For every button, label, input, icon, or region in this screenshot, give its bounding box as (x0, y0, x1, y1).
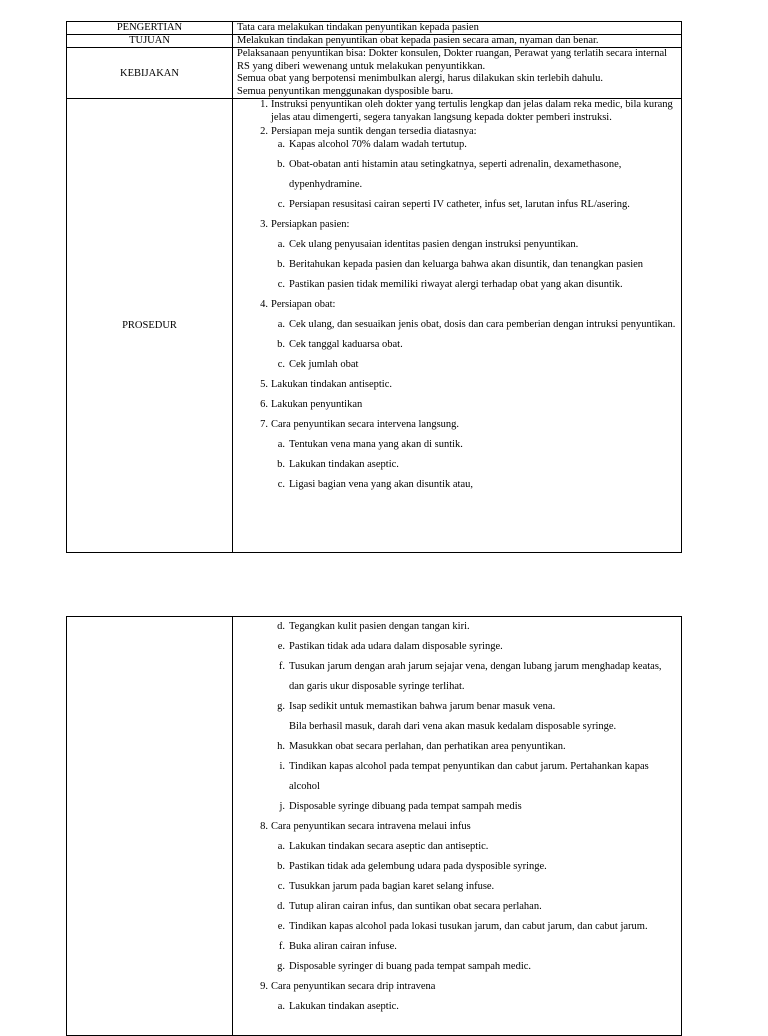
label-tujuan: TUJUAN (67, 35, 233, 48)
text-tujuan: Melakukan tindakan penyuntikan obat kepada pasien secara aman, nyaman dan benar. (233, 35, 682, 48)
step-9-sublist (271, 997, 677, 1017)
step-8: 8. Cara penyuntikan secara intravena melaui infus a. Lakukan tindakan secara aseptic dan antiseptic. b. Pastikan tidak ada gelembung udara pada dysposible syringe. c. Tusukkan jarum pada bagian karet selang infuse. d. Tutup aliran cairan infus, dan suntikan obat secara perlahan. e. Tindikan kapas alcohol pada lokasi tusukan jarum, dan cabut jarum, dan cabut jarum. f. Buka aliran cairan infuse. g. Disposable syringer di buang pada tempat sampah medic. (271, 817, 677, 977)
row-pengertian (67, 22, 682, 35)
step-4c: c. Cek jumlah obat (277, 359, 359, 370)
label-empty (67, 617, 233, 1036)
step-7d: d. Tegangkan kulit pasien dengan tangan kiri. (277, 621, 470, 632)
step-2-sublist (271, 139, 677, 216)
step-2b: b. Obat-obatan anti histamin atau setingkatnya, seperti adrenalin, dexamethasone, dypenhydramine. (277, 159, 622, 190)
label-prosedur: PROSEDUR (67, 99, 233, 553)
step-7c: c. Ligasi bagian vena yang akan disuntik atau, (277, 479, 473, 490)
step-8a: a. Lakukan tindakan secara aseptic dan antiseptic. (277, 841, 489, 852)
step-4-sublist (271, 315, 677, 375)
sop-table-page-2 (66, 616, 682, 1036)
step-8b: b. Pastikan tidak ada gelembung udara pada dysposible syringe. (277, 861, 547, 872)
step-8d: d. Tutup aliran cairan infus, dan suntikan obat secara perlahan. (277, 901, 542, 912)
row-prosedur-continued (67, 617, 682, 1036)
sop-table-page-1 (66, 21, 682, 553)
step-4b: b. Cek tanggal kaduarsa obat. (277, 339, 403, 350)
step-7a: a. Tentukan vena mana yang akan di suntik. (277, 439, 463, 450)
step-7-continued (271, 617, 677, 817)
step-7-sublist-continued (271, 617, 677, 817)
step-7b: b. Lakukan tindakan aseptic. (277, 459, 399, 470)
step-8c: c. Tusukkan jarum pada bagian karet selang infuse. (277, 881, 495, 892)
procedure-list (237, 99, 677, 495)
step-3a: a. Cek ulang penyusaian identitas pasien dengan instruksi penyuntikan. (277, 239, 579, 250)
step-8-sublist (271, 837, 677, 977)
kebijakan-line: Semua obat yang berpotensi menimbulkan alergi, harus dilakukan skin terlebih dahulu. (237, 73, 604, 84)
step-2a: a. Kapas alcohol 70% dalam wadah tertutup. (277, 138, 467, 150)
step-8g: g. Disposable syringer di buang pada tempat sampah medic. (277, 961, 532, 972)
step-7e: e. Pastikan tidak ada udara dalam disposable syringe. (277, 641, 503, 652)
row-kebijakan (67, 48, 682, 99)
step-8f: f. Buka aliran cairan infuse. (278, 941, 397, 952)
prosedur-steps-page-2 (233, 617, 682, 1036)
kebijakan-line: Semua penyuntikan menggunakan dysposible baru. (237, 85, 454, 97)
step-4a: a. Cek ulang, dan sesuaikan jenis obat, dosis dan cara pemberian dengan intruksi penyuntikan. (277, 319, 676, 330)
step-3: 3. Persiapkan pasien: a. Cek ulang penyusaian identitas pasien dengan instruksi penyuntikan. b. Beritahukan kepada pasien dan keluarga bahwa akan disuntik, dan tenangkan pasien c. Pastikan pasien tidak memiliki riwayat alergi terhadap obat yang akan disuntik. (271, 215, 677, 295)
step-6: 6. Lakukan penyuntikan (260, 399, 363, 410)
step-9: 9. Cara penyuntikan secara drip intravena a. Lakukan tindakan aseptic. (271, 977, 677, 1017)
step-7h: h. Masukkan obat secara perlahan, dan perhatikan area penyuntikan. (277, 741, 566, 752)
step-7f: f. Tusukan jarum dengan arah jarum sejajar vena, dengan lubang jarum menghadap keatas, dan garis ukur disposable syringe terlihat. (278, 661, 662, 692)
step-7i: i. Tindikan kapas alcohol pada tempat penyuntikan dan cabut jarum. Pertahankan kapas alcohol (279, 761, 649, 792)
step-3b: b. Beritahukan kepada pasien dan keluarga bahwa akan disuntik, dan tenangkan pasien (277, 259, 644, 270)
step-7g: g. Isap sedikit untuk memastikan bahwa jarum benar masuk vena. Bila berhasil masuk, darah dari vena akan masuk kedalam disposable syringe. (277, 701, 617, 732)
step-3-sublist (271, 235, 677, 295)
step-9a: a. Lakukan tindakan aseptic. (277, 1001, 399, 1012)
step-7j: j. Disposable syringe dibuang pada tempat sampah medis (279, 801, 522, 812)
step-2c: c. Persiapan resusitasi cairan seperti IV catheter, infus set, larutan infus RL/asering. (277, 199, 630, 210)
text-kebijakan (233, 48, 682, 99)
step-5: 5. Lakukan tindakan antiseptic. (260, 379, 393, 390)
procedure-list-continued (237, 617, 677, 1017)
label-pengertian: PENGERTIAN (67, 22, 233, 35)
step-3c: c. Pastikan pasien tidak memiliki riwayat alergi terhadap obat yang akan disuntik. (277, 279, 623, 290)
step-7: 7. Cara penyuntikan secara intervena langsung. a. Tentukan vena mana yang akan di suntik. b. Lakukan tindakan aseptic. c. Ligasi bagian vena yang akan disuntik atau, (271, 415, 677, 495)
text-pengertian: Tata cara melakukan tindakan penyuntikan kepada pasien (233, 22, 682, 35)
step-1: 1. Instruksi penyuntikan oleh dokter yang tertulis lengkap dan jelas dalam reka medic, bila kurang jelas atau dimengerti, segera tanyakan langsung kepada dokter pemberi instruksi. (260, 99, 673, 123)
row-prosedur (67, 99, 682, 553)
row-tujuan (67, 35, 682, 48)
kebijakan-line: Pelaksanaan penyuntikan bisa: Dokter konsulen, Dokter ruangan, Perawat yang terlatih secara internal RS yang diberi wewenang untuk melakukan penyuntikkan. (237, 48, 668, 72)
label-kebijakan: KEBIJAKAN (67, 48, 233, 99)
prosedur-steps-page-1 (233, 99, 682, 553)
step-4: 4. Persiapan obat: a. Cek ulang, dan sesuaikan jenis obat, dosis dan cara pemberian dengan intruksi penyuntikan. b. Cek tanggal kaduarsa obat. c. Cek jumlah obat (271, 295, 677, 375)
step-8e: e. Tindikan kapas alcohol pada lokasi tusukan jarum, dan cabut jarum, dan cabut jarum. (277, 921, 648, 932)
step-7-sublist (271, 435, 677, 495)
step-2: 2. Persiapan meja suntik dengan tersedia diatasnya: a. Kapas alcohol 70% dalam wadah tertutup. b. Obat-obatan anti histamin atau setingkatnya, seperti adrenalin, dexamethasone, dypenhydramine. c. Persiapan resusitasi cairan seperti IV catheter, infus set, larutan infus RL/asering. (271, 126, 677, 215)
